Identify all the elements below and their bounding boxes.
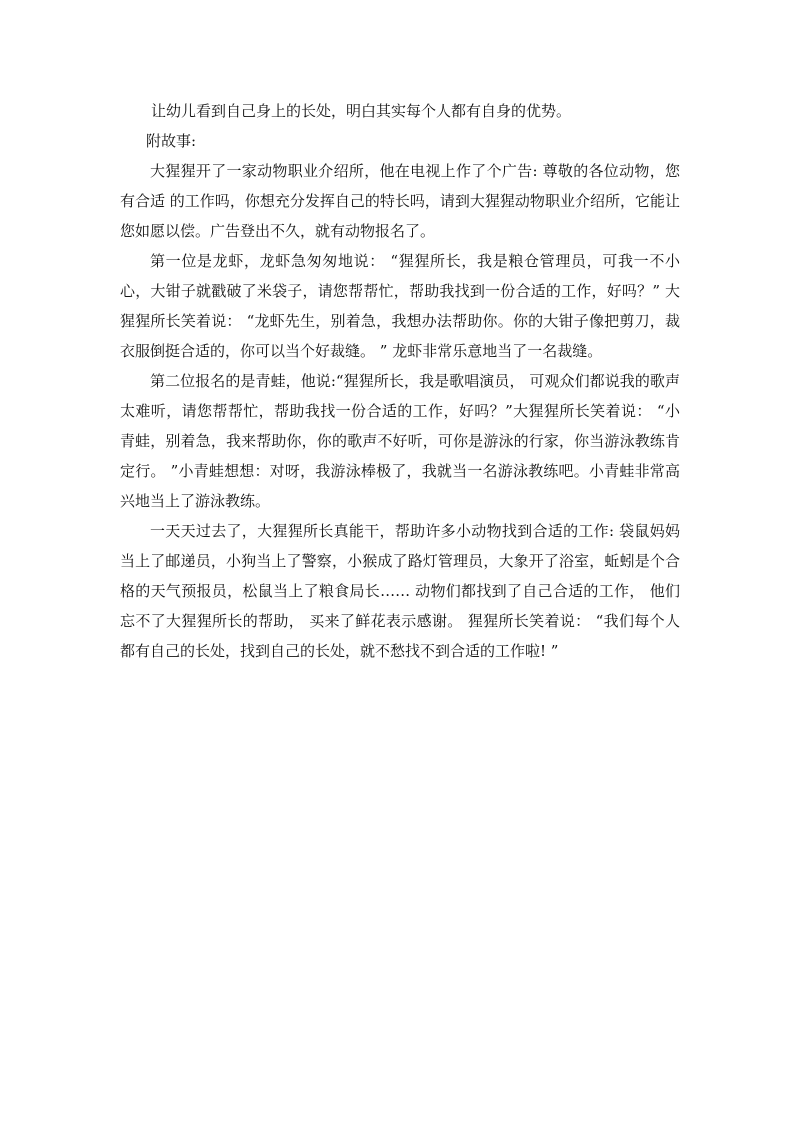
document-body (120, 96, 680, 666)
paragraph-story-4: 一天天过去了，大猩猩所长真能干，帮助许多小动物找到合适的工作: 袋鼠妈妈当上了邮递员，小狗当上了警察，小猴成了路灯管理员，大象开了浴室，蚯蚓是个合格的天气预报员，松鼠当上了粮食局长…… 动物们都找到了自己合适的工作， 他们忘不了大猩猩所长的帮助， 买来了鲜花表示感谢。 猩猩所长笑着说： “我们每个人都有自己的长处，找到自己的长处，就不愁找不到合适的工作啦! ” (120, 522, 680, 660)
paragraph-story-3: 第二位报名的是青蛙，他说:“猩猩所长，我是歌唱演员， 可观众们都说我的歌声太难听，请您帮帮忙，帮助我找一份合适的工作，好吗？”大猩猩所长笑着说： “小青蛙，别着急，我来帮助你，你的歌声不好听，可你是游泳的行家，你当游泳教练肯定行。 ”小青蛙想想：对呀，我游泳棒极了，我就当一名游泳教练吧。小青蛙非常高兴地当上了游泳教练。 (120, 372, 680, 510)
paragraph-story-label: 附故事: (146, 132, 197, 150)
paragraph-story-1: 大猩猩开了一家动物职业介绍所，他在电视上作了个广告: 尊敬的各位动物，您有合适 的工作吗，你想充分发挥自己的特长吗，请到大猩猩动物职业介绍所，它能让您如愿以偿。广告登出不久，就有动物报名了。 (120, 162, 680, 240)
paragraph-intro: 让幼儿看到自己身上的长处，明白其实每个人都有自身的优势。 (151, 102, 572, 120)
paragraph-story-2: 第一位是龙虾，龙虾急匆匆地说： “猩猩所长，我是粮仓管理员，可我一不小心，大钳子就戳破了米袋子，请您帮帮忙，帮助我找到一份合适的工作，好吗？” 大猩猩所长笑着说： “龙虾先生，别着急，我想办法帮助你。你的大钳子像把剪刀，裁衣服倒挺合适的，你可以当个好裁缝。 ” 龙虾非常乐意地当了一名裁缝。 (120, 252, 680, 360)
